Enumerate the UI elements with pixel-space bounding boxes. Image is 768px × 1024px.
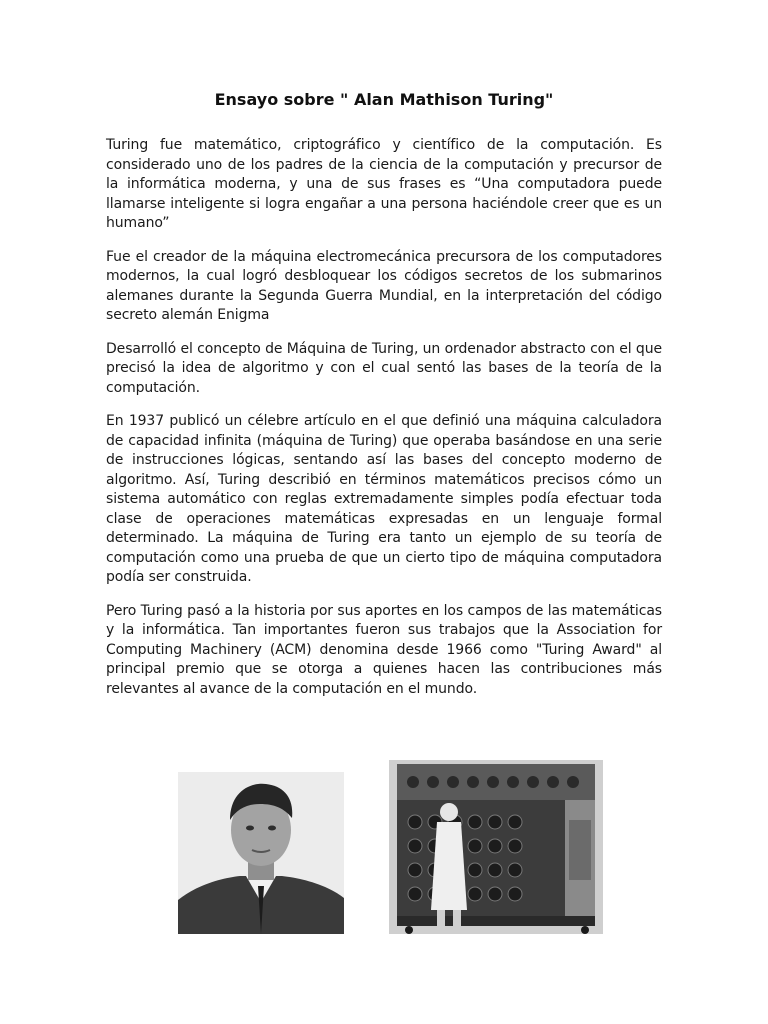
essay-body <box>106 136 662 713</box>
paragraph-5: Pero Turing pasó a la historia por sus aportes en los campos de las matemáticas y la informática. Tan importantes fueron sus trabajos que la Association for Computing Machinery (ACM) denomina desde 1966 como "Turing Award" al principal premio que se otorga a quienes hacen las contribuciones más relevantes al avance de la computación en el mundo. <box>106 602 662 697</box>
turing-portrait-photo <box>178 772 344 934</box>
essay-title: Ensayo sobre " Alan Mathison Turing" <box>214 90 554 109</box>
paragraph-1: Turing fue matemático, criptográfico y científico de la computación. Es considerado uno de los padres de la ciencia de la computación y precursor de la informática moderna, y una de sus frases es “Una computadora puede llamarse inteligente si logra engañar a una persona haciéndole creer que es un humano” <box>106 137 662 231</box>
bombe-machine-photo <box>389 760 603 934</box>
paragraph-3: Desarrolló el concepto de Máquina de Turing, un ordenador abstracto con el que precisó la idea de algoritmo y con el cual sentó las bases de la teoría de la computación. <box>106 340 662 396</box>
paragraph-4: En 1937 publicó un célebre artículo en el que definió una máquina calculadora de capacidad infinita (máquina de Turing) que operaba basándose en una serie de instrucciones lógicas, sentando así las bases del concepto moderno de algoritmo. Así, Turing describió en términos matemáticos precisos cómo un sistema automático con reglas extremadamente simples podía efectuar toda clase de operaciones matemáticas expresadas en un lenguaje formal determinado. La máquina de Turing era tanto un ejemplo de su teoría de computación como una prueba de que un cierto tipo de máquina computadora podía ser construida. <box>106 413 662 585</box>
machine-photo-icon <box>389 760 603 934</box>
paragraph-2: Fue el creador de la máquina electromecánica precursora de los computadores modernos, la cual logró desbloquear los códigos secretos de los submarinos alemanes durante la Segunda Guerra Mundial, en la interpretación del código secreto alemán Enigma <box>106 248 662 323</box>
portrait-photo-icon <box>178 772 344 934</box>
